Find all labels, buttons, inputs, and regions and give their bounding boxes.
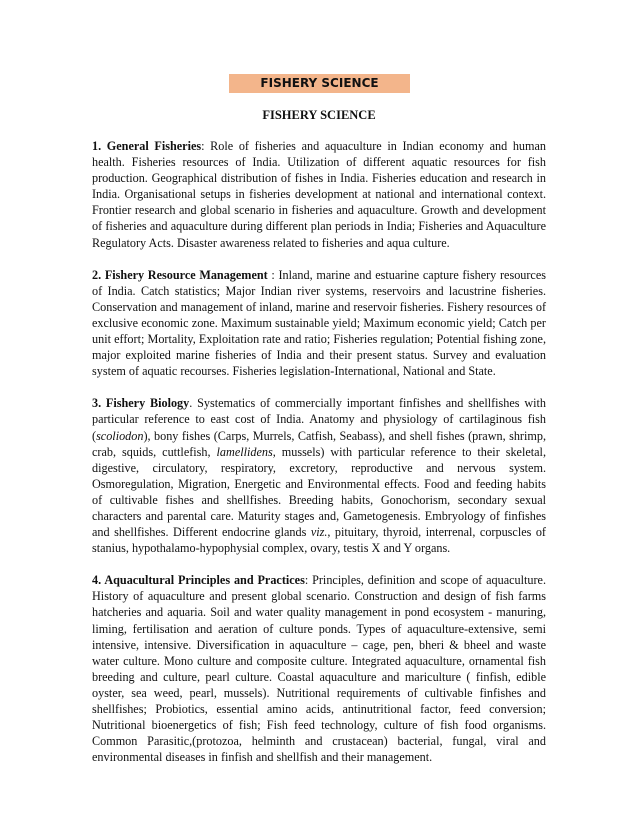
section-fishery-biology <box>92 395 546 556</box>
section-text: , mussels) with particular reference to their skeletal, digestive, circulatory, respiratory, excretory, reproductive and nervous system. Osmoregulation, Migration, Energetic and Environmental effects. Food and feeding habits of cultivable fishes and shellfishes. Breeding habits, Gonochorism, secondary sexual characters and parental care. Maturity stages and, Gametogenesis. Embryology of finfishes and shellfishes. Different endocrine glands <box>92 444 546 540</box>
section-text: ), bony fishes (Carps, Murrels, Catfish, Seabass), and shell fishes (prawn, shrimp, crab, squids, cuttlefish, <box>92 428 546 459</box>
banner-title: FISHERY SCIENCE <box>229 74 410 93</box>
italic-term: scoliodon <box>96 428 144 443</box>
section-heading: 1. General Fisheries <box>92 139 202 153</box>
section-heading: 4. Aquacultural Principles and Practices <box>92 573 305 588</box>
section-text: : Principles, definition and scope of aquaculture. History of aquaculture and present global scenario. Construction and design of fish farms hatcheries and aquaria. Soil and water quality management in pond ecosystem - manuring, liming, fertilisation and aeration of culture ponds. Types of aquaculture-extensive, semi intensive, intensive. Diversification in aquaculture – cage, pen, bheri & bheel and waste water culture. Mono culture and composite culture. Integrated aquaculture, ornamental fish breeding and culture, pearl culture. Coastal aquaculture and mariculture ( finfish, edible oyster, sea weed, pearl, mussels). Nutritional requirements of cultivable finfishes and shellfishes; Probiotics, essential amino acids, antinutritional factor, feed conversion; Nutritional bioenergetics of fish; Fish feed technology, culture of fish food organisms. Common Parasitic,(protozoa, helminth and crustacean) bacterial, fungal, viral and environmental diseases in finfish and shellfish and their management. <box>92 573 546 765</box>
italic-term: viz. <box>310 525 328 540</box>
subtitle: FISHERY SCIENCE <box>262 108 376 122</box>
section-text: : Inland, marine and estuarine capture fishery resources of India. Catch statistics; Major Indian river systems, reservoirs and lacustrine fisheries. Conservation and management of inland, marine and reservoir fisheries. Fishery resources of exclusive economic zone. Maximum sustainable yield; Maximum economic yield; Catch per unit effort; Mortality, Exploitation rate and ratio; Fisheries regulation; Potential fishing zone, major exploited marine fisheries of India and their present status. Survey and evaluation system of aquatic recourses. Fisheries legislation-International, National and State. <box>92 267 546 379</box>
section-heading: 3. Fishery Biology <box>92 396 190 411</box>
section-text: : Role of fisheries and aquaculture in Indian economy and human health. Fisheries resources of India. Utilization of different aquatic resources for fish production. Geographical distribution of fishes in India. Fisheries education and research in India. Organisational setups in fisheries development at national and international context. Frontier research and global scenario in fisheries and aquaculture. Growth and development of fisheries and aquaculture during different plan periods in India; Fisheries and Aquaculture Regulatory Acts. Disaster awareness related to fisheries and aqua culture. <box>92 139 546 250</box>
italic-term: lamellidens <box>216 444 273 459</box>
syllabus-body <box>92 138 546 781</box>
section-fishery-resource-management <box>92 267 546 380</box>
section-general-fisheries <box>92 138 546 251</box>
section-heading: 2. Fishery Resource Management <box>92 267 268 282</box>
section-text: . Systematics of commercially important finfishes and shellfishes with particular reference to east cost of India. Anatomy and physiology of cartilaginous fish ( <box>92 396 546 443</box>
section-text: , pituitary, thyroid, interrenal, corpuscles of stanius, hypothalamo-hypophysial complex, ovary, testis X and Y organs. <box>92 525 546 556</box>
section-aquacultural-principles <box>92 572 546 765</box>
